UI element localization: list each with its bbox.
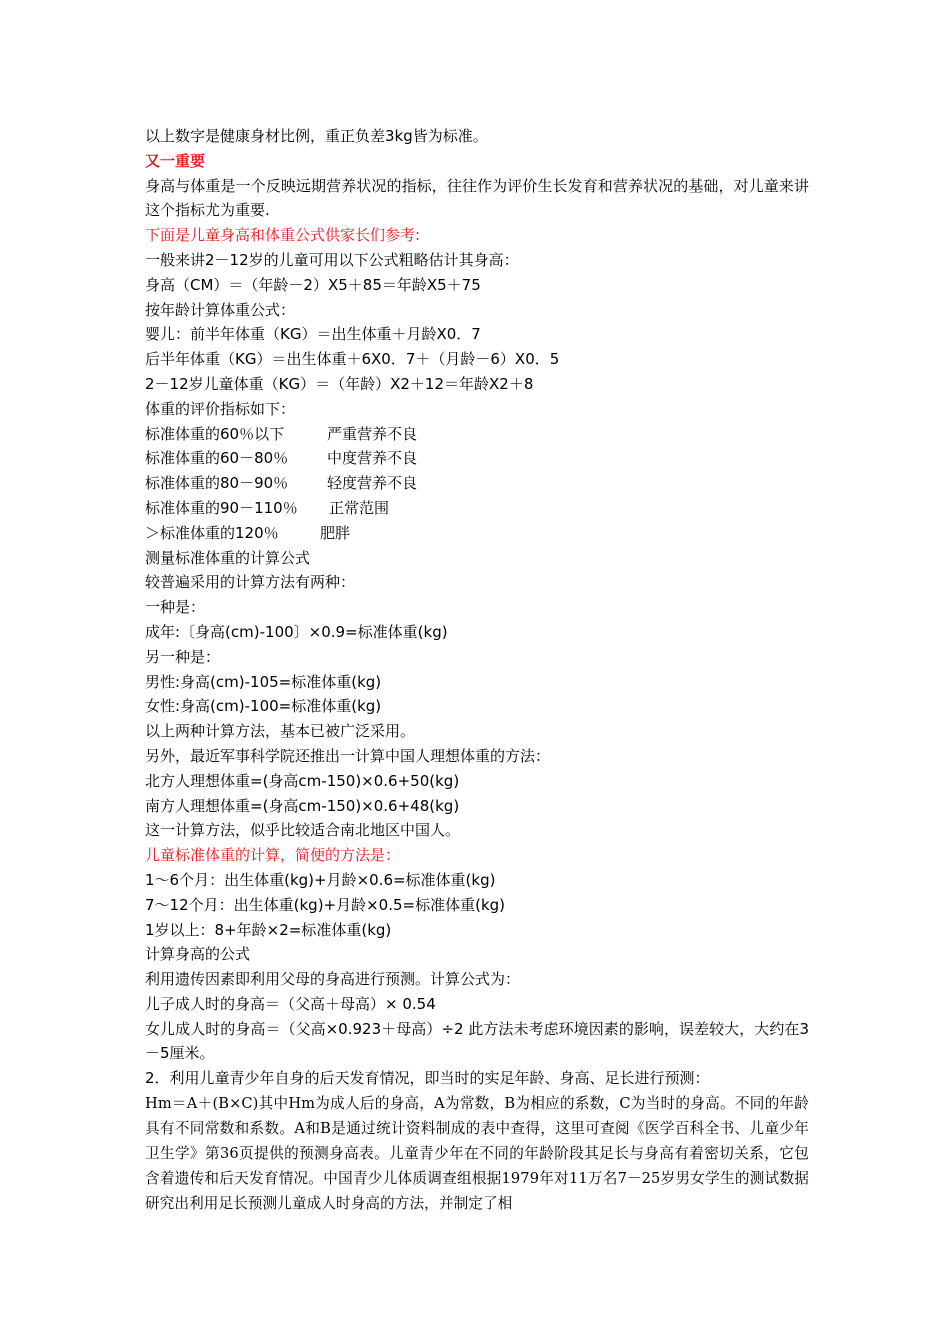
formula-line: 2－12岁儿童体重（KG）＝（年龄）X2＋12＝年龄X2＋8 (145, 374, 534, 393)
evaluation-result: 严重营养不良 (327, 424, 418, 443)
text-line: 一种是： (145, 598, 206, 617)
evaluation-range: 标准体重的80－90％ (145, 474, 289, 493)
paragraph: 身高与体重是一个反映远期营养状况的指标，往往作为评价生长发育和营养状况的基础，对儿童来讲这个指标尤为重要. (145, 176, 809, 220)
text-line: 这一计算方法，似乎比较适合南北地区中国人。 (145, 821, 461, 840)
formula-line: 女性:身高(cm)-100=标准体重(kg) (145, 697, 382, 716)
evaluation-row (145, 471, 809, 496)
evaluation-range: 标准体重的60－80％ (145, 449, 289, 468)
section-heading: 又一重要 (145, 151, 206, 170)
text-line: 较普遍采用的计算方法有两种： (145, 573, 356, 592)
evaluation-row (145, 422, 809, 447)
text-line: 2．利用儿童青少年自身的后天发育情况，即当时的实足年龄、身高、足长进行预测： (145, 1069, 710, 1088)
evaluation-result: 肥胖 (320, 523, 351, 542)
evaluation-result: 中度营养不良 (327, 449, 418, 468)
text-line: 另一种是： (145, 647, 221, 666)
text-line: 计算身高的公式 (145, 945, 251, 964)
formula-line: 身高（CM）＝（年龄－2）X5＋85＝年龄X5＋75 (145, 275, 481, 294)
highlight-line: 儿童标准体重的计算，简便的方法是： (145, 846, 401, 865)
document-body (145, 124, 809, 1216)
evaluation-result: 正常范围 (329, 498, 390, 517)
evaluation-result: 轻度营养不良 (327, 474, 418, 493)
text-line: 以上数字是健康身材比例，重正负差3kg皆为标准。 (145, 127, 488, 145)
text-line: 一般来讲2－12岁的儿童可用以下公式粗略估计其身高： (145, 250, 519, 269)
formula-line: 成年:〔身高(cm)-100〕×0.9=标准体重(kg) (145, 622, 448, 641)
evaluation-range: 标准体重的60％以下 (145, 424, 285, 443)
evaluation-row (145, 446, 809, 471)
formula-line: 1岁以上：8+年龄×2=标准体重(kg) (145, 920, 392, 939)
formula-line: 南方人理想体重=(身高cm-150)×0.6+48(kg) (145, 796, 460, 815)
text-line: 以上两种计算方法，基本已被广泛采用。 (145, 722, 416, 741)
evaluation-row (145, 496, 809, 521)
formula-line: 男性:身高(cm)-105=标准体重(kg) (145, 672, 382, 691)
evaluation-range: ＞标准体重的120％ (145, 523, 279, 542)
text-line: 另外，最近军事科学院还推出一计算中国人理想体重的方法： (145, 746, 551, 765)
evaluation-range: 标准体重的90－110％ (145, 498, 298, 517)
formula-line: 儿子成人时的身高＝（父高＋母高）× 0.54 (145, 994, 436, 1013)
paragraph: Hm＝A＋(B×C)其中Hm为成人后的身高，A为常数，B为相应的系数，C为当时的身高。不同的年龄具有不同常数和系数。A和B是通过统计资料制成的表中查得，这里可查阅《医学百科全书、儿童少年卫生学》第36页提供的预测身高表。儿童青少年在不同的年龄阶段其足长与身高有着密切关系，它包含着遗传和后天发育情况。中国青少儿体质调查组根据1979年对11万名7－25岁男女学生的测试数据研究出利用足长预测儿童成人时身高的方法，并制定了相 (145, 1095, 809, 1213)
text-line: 按年龄计算体重公式： (145, 300, 296, 319)
text-line: 测量标准体重的计算公式 (145, 548, 311, 567)
text-line: 体重的评价指标如下： (145, 399, 296, 418)
formula-line: 婴儿：前半年体重（KG）＝出生体重＋月龄X0．7 (145, 325, 481, 344)
formula-line: 后半年体重（KG）＝出生体重＋6X0．7＋（月龄－6）X0．5 (145, 350, 560, 369)
formula-line: 1～6个月：出生体重(kg)+月龄×0.6=标准体重(kg) (145, 870, 496, 889)
formula-line: 7～12个月：出生体重(kg)+月龄×0.5=标准体重(kg) (145, 895, 506, 914)
paragraph: 女儿成人时的身高＝（父高×0.923＋母高）÷2 此方法未考虑环境因素的影响，误差较大，大约在3－5厘米。 (145, 1019, 809, 1063)
text-line: 利用遗传因素即利用父母的身高进行预测。计算公式为： (145, 970, 521, 989)
evaluation-row (145, 521, 809, 546)
highlight-line: 下面是儿童身高和体重公式供家长们参考: (145, 226, 421, 245)
formula-line: 北方人理想体重=(身高cm-150)×0.6+50(kg) (145, 771, 460, 790)
